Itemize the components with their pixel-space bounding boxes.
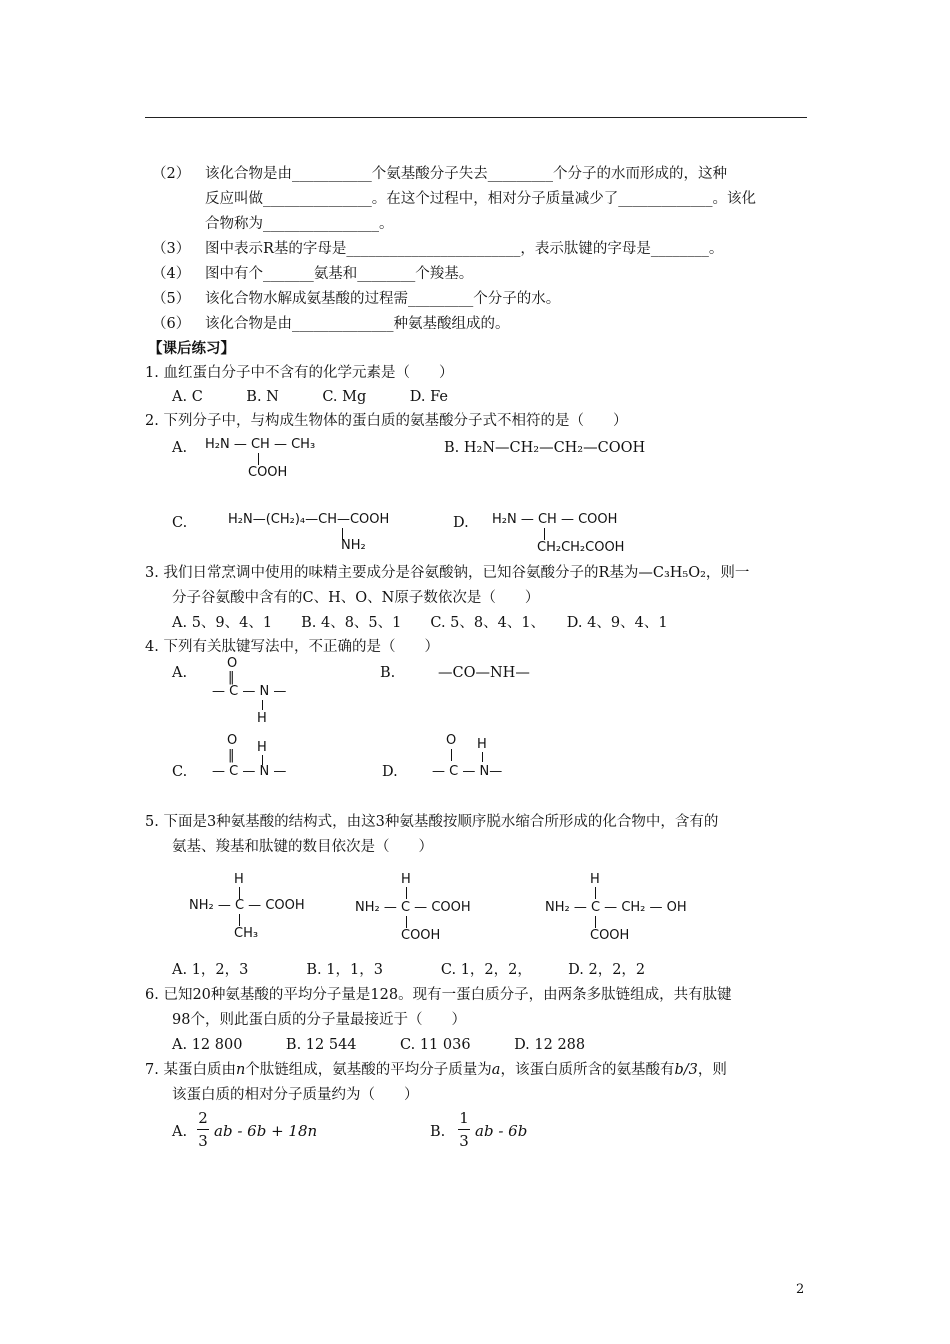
q2-d-sub: CH₂CH₂COOH [537,540,625,555]
q5-s1-bond-bot [239,914,240,926]
q4-c-chain: — C — N — [212,764,287,779]
q7-label-a: A. [172,1124,188,1140]
q-prev-2-line1: 该化合物是由___________个氨基酸分子失去_________个分子的水而形成的，这种 [205,166,727,182]
q2-a-sub: COOH [248,465,288,480]
q-prev-5-num: （5） [152,291,191,307]
q2-a-main: H₂N — CH — CH₃ [205,437,316,452]
q7-line1: 7. 某蛋白质由n个肽链组成，氨基酸的平均分子质量为a，该蛋白质所含的氨基酸有b/3，则 [145,1062,727,1078]
q4-a-chain: — C — N — [212,684,287,699]
section-title: 【课后练习】 [148,340,235,357]
q7-b-expression: ab - 6b [475,1122,528,1140]
q5-s2-main: NH₂ — C — COOH [355,900,471,915]
q4-d-bond-h [482,752,483,762]
q5-s3-top: H [590,872,600,887]
q-prev-4-text: 图中有个_______氨基和________个羧基。 [205,266,474,282]
q4-a-double-bond: ‖ [228,670,235,685]
q4-a-hydrogen: H [257,711,267,726]
q5-line2: 氨基、羧基和肽键的数目依次是（ ） [172,839,433,855]
q-prev-2-num: （2） [152,166,191,182]
q-prev-4-num: （4） [152,266,191,282]
q5-s1-bot: CH₃ [234,926,259,941]
q4-label-c: C. [172,764,188,780]
q4-label-d: D. [382,764,398,780]
q-prev-6-num: （6） [152,316,191,332]
q5-s3-bond-bot [595,916,596,928]
q2-d-main: H₂N — CH — COOH [492,512,618,527]
q1-options: A. C B. N C. Mg D. Fe [172,389,448,405]
q4-label-b: B. [380,665,396,681]
q4-d-bond-o [451,749,452,761]
q1-text: 1. 血红蛋白分子中不含有的化学元素是（ ） [145,365,454,381]
q4-label-a: A. [172,665,188,681]
q4-c-oxygen: O [227,733,238,748]
q3-line2: 分子谷氨酸中含有的C、H、O、N原子数依次是（ ） [172,590,540,606]
q2-label-a: A. [172,440,188,456]
q2-option-b: B. H₂N—CH₂—CH₂—COOH [444,440,646,456]
q5-s2-bond-top [406,887,407,899]
q7-label-b: B. [430,1124,446,1140]
q4-d-chain: — C — N— [432,764,503,779]
q4-d-hydrogen: H [477,737,487,752]
q2-label-c: C. [172,515,188,531]
q7-a-expression: ab - 6b + 18n [214,1122,318,1140]
q6-line1: 6. 已知20种氨基酸的平均分子量是128。现有一蛋白质分子，由两条多肽链组成，共有肽键 [145,987,732,1003]
q4-c-hydrogen: H [257,740,267,755]
q-prev-2-line2: 反应叫做_______________。在这个过程中，相对分子质量减少了_____________。该化 [205,191,756,207]
q2-label-d: D. [453,515,469,531]
q6-options: A. 12 800 B. 12 544 C. 11 036 D. 12 288 [172,1037,586,1053]
q3-line1: 3. 我们日常烹调中使用的味精主要成分是谷氨酸钠，已知谷氨酸分子的R基为—C₃H₅O₂，则一 [145,565,750,581]
q5-line1: 5. 下面是3种氨基酸的结构式，由这3种氨基酸按顺序脱水缩合所形成的化合物中，含有的 [145,814,719,830]
page-number: 2 [796,1282,805,1297]
q5-s2-top: H [401,872,411,887]
q5-s3-main: NH₂ — C — CH₂ — OH [545,900,687,915]
q5-s1-main: NH₂ — C — COOH [189,898,305,913]
q7-a-fraction: 2 3 [198,1109,208,1150]
q2-c-main: H₂N—(CH₂)₄—CH—COOH [228,512,390,527]
q3-options: A. 5、9、4、1 B. 4、8、5、1 C. 5、8、4、1、 D. 4、9、4、1 [172,615,668,631]
q-prev-5-text: 该化合物水解成氨基酸的过程需_________个分子的水。 [205,291,561,307]
q2-c-sub: NH₂ [341,538,366,553]
q4-c-double-bond: ‖ [228,748,235,763]
q-prev-3-num: （3） [152,241,191,257]
q7-b-fraction: 1 3 [459,1109,469,1150]
q7-line2: 该蛋白质的相对分子质量约为（ ） [172,1087,419,1103]
q4-a-bond [262,700,263,710]
q-prev-3-text: 图中表示R基的字母是________________________，表示肽键的字母是________。 [205,241,724,257]
q2-a-bond [258,453,259,465]
q4-a-oxygen: O [227,656,238,671]
q5-s1-top: H [234,872,244,887]
q5-s2-bot: COOH [401,928,441,943]
q5-s3-bot: COOH [590,928,630,943]
q5-s3-bond-top [595,887,596,899]
header-rule [145,117,807,118]
q-prev-6-text: 该化合物是由______________种氨基酸组成的。 [205,316,510,332]
q2-d-bond [544,528,545,540]
q4-d-oxygen: O [446,733,457,748]
q5-s2-bond-bot [406,916,407,928]
q-prev-2-line3: 合物称为________________。 [205,216,394,232]
q4-text: 4. 下列有关肽键写法中，不正确的是（ ） [145,639,439,655]
q2-text: 2. 下列分子中，与构成生物体的蛋白质的氨基酸分子式不相符的是（ ） [145,413,628,429]
q6-line2: 98个，则此蛋白质的分子量最接近于（ ） [172,1012,466,1028]
q4-b-formula: —CO—NH— [438,665,530,681]
q5-options: A. 1，2，3 B. 1，1，3 C. 1，2，2， D. 2，2，2 [172,962,646,978]
